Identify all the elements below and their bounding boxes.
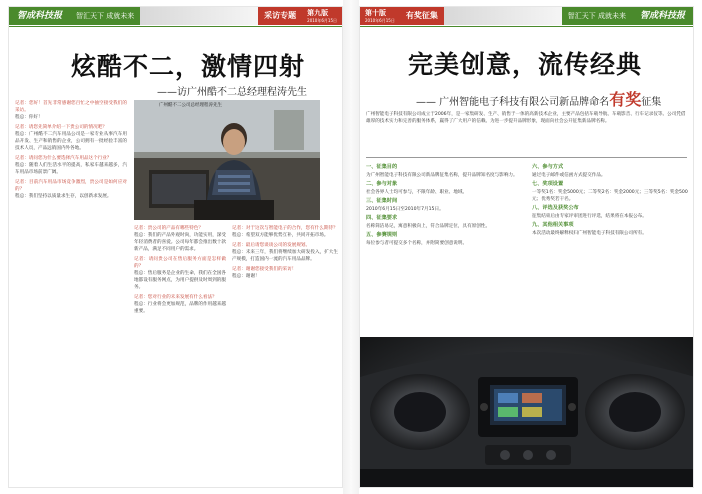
rule-section-body: 为广州智能电子科技有限公司新品牌征集名称，提升品牌知名度与影响力。 [366, 173, 518, 178]
interview-paragraph [232, 266, 338, 280]
right-header-bar [444, 7, 562, 25]
interview-answer: 程总：谢谢！ [232, 274, 260, 279]
right-subhead-post: 征集 [641, 97, 662, 108]
left-header-bar [140, 7, 258, 25]
interview-question: 记者：请问贵公司在售后服务方面是怎样做的？ [134, 257, 226, 269]
right-header [360, 7, 693, 25]
rule-section-body: 本次活动最终解释权归广州智能电子科技有限公司所有。 [532, 231, 647, 236]
rule-section-body: 一等奖1名：奖金5000元；二等奖2名：奖金2000元；三等奖5名：奖金500元；优秀奖若干名。 [532, 190, 688, 202]
interview-question: 记者：您对行业的未来发展有什么看法？ [134, 295, 217, 300]
rule-section-title: 四、征集要求 [366, 215, 398, 221]
left-column-3 [232, 225, 338, 487]
page-gutter [343, 0, 359, 494]
interview-paragraph [15, 124, 127, 152]
rule-section-body: 2010年6月15日至2010年7月15日。 [366, 207, 444, 212]
interview-question: 记者：请您先简单介绍一下贵公司的情况吧？ [15, 125, 107, 130]
interview-paragraph [134, 256, 226, 291]
interview-answer: 程总：广州酷不二汽车用品公司是一家专业从事汽车用品开发、生产和销售的企业，公司拥有一批经验丰富的技术人员，产品远销国内外各地。 [15, 132, 127, 151]
right-header-rule [360, 26, 693, 27]
rule-section-title: 一、征集目的 [366, 164, 398, 170]
rule-section-title: 七、奖项设置 [532, 181, 564, 187]
right-headline: 完美创意，流传经典 [408, 50, 643, 79]
interview-paragraph [15, 155, 127, 176]
right-divider [366, 157, 687, 158]
right-brand: 智成科技报 [632, 7, 693, 25]
left-header [9, 7, 342, 25]
left-column-2 [134, 225, 226, 487]
photo-caption: 广州酷不二公司总经理程涛先生 [159, 103, 222, 108]
rule-section-body: 通过电子邮件或信函方式提交作品。 [532, 173, 606, 178]
interview-question: 记者：最后请您谈谈公司的发展规划。 [232, 243, 311, 248]
rule-section-body: 每位参与者可提交多个名称，并附简要创意说明。 [366, 241, 468, 246]
left-column-1 [15, 100, 127, 487]
left-date: 2010年6月15日 [307, 18, 337, 23]
right-subhead-pre: —— 广州智能电子科技有限公司新品牌命名 [416, 97, 610, 108]
right-edition: 第十版 [365, 9, 386, 17]
interview-paragraph [134, 225, 226, 253]
interview-answer: 程总：希望双方能够优势互补，共同开拓市场。 [232, 233, 329, 238]
left-slogan: 智汇天下 成就未来 [70, 7, 140, 25]
car-interior-illustration [360, 337, 694, 488]
interview-question: 记者：目前汽车用品市场竞争激烈，贵公司是如何应对的？ [15, 180, 127, 192]
interview-answer: 程总：你好！ [15, 115, 43, 120]
interview-answer: 程总：随着人们生活水平的提高，私家车越来越多，汽车用品市场前景广阔。 [15, 163, 127, 175]
interview-answer: 程总：我们坚持以质量求生存，以创新求发展。 [15, 194, 112, 199]
interview-question: 记者：您好！首先非常感谢您百忙之中抽空接受我们的采访。 [15, 101, 127, 113]
rule-section-title: 二、参与对象 [366, 181, 398, 187]
car-interior-image [360, 337, 694, 488]
right-date: 2010年6月15日 [365, 18, 395, 23]
left-section-label: 采访专题 [258, 7, 302, 25]
left-edition: 第九版 [307, 9, 329, 17]
interview-paragraph [232, 242, 338, 263]
interview-question: 记者：对于这次与智能电子的合作，您有什么期待？ [232, 226, 338, 231]
rule-section-title: 三、征集时间 [366, 198, 398, 204]
interview-answer: 程总：行业将会更加规范，品牌的作用越来越重要。 [134, 302, 226, 314]
interview-photo [134, 100, 320, 220]
right-subhead-emph: 有奖 [609, 90, 642, 109]
right-section-label: 有奖征集 [400, 7, 444, 25]
interview-answer: 程总：我们的产品外观时尚，功能实用，深受年轻消费者的喜爱。公司每年都会推出数十款新产品，满足不同用户的需求。 [134, 233, 226, 252]
rule-section-body: 征集结束后由专家评审团进行评选，结果将在本报公布。 [532, 214, 647, 219]
right-sections-left [366, 162, 521, 334]
interview-question: 记者：谢谢您接受我们的采访！ [232, 267, 297, 272]
interview-paragraph [15, 179, 127, 200]
interview-answer: 程总：未来三年，我们将继续加大研发投入，扩大生产规模，打造国内一流的汽车用品品牌。 [232, 250, 338, 262]
rule-section-title: 八、评选及获奖公布 [532, 205, 579, 211]
right-slogan: 智汇天下 成就未来 [562, 7, 632, 25]
interview-paragraph [15, 100, 127, 121]
interview-question: 记者：请问您为什么要选择汽车用品这个行业？ [15, 156, 112, 161]
right-edition-box [360, 7, 400, 25]
left-subhead: ——访广州酷不二总经理程涛先生 [157, 87, 307, 98]
rule-section-body: 名称简洁易记，寓意积极向上，符合品牌定位，具有原创性。 [366, 224, 491, 229]
interview-answer: 程总：售后服务是企业的生命，我们在全国各地都设有服务网点，为用户提供及时周到的服务。 [134, 271, 226, 290]
left-headline: 炫酷不二，激情四射 [71, 52, 306, 81]
left-header-rule [9, 26, 342, 27]
rule-section-title: 九、其他相关事项 [532, 222, 574, 228]
left-edition-box [302, 7, 342, 25]
right-subhead [416, 87, 661, 110]
right-sections-right [532, 162, 689, 334]
left-page [8, 6, 343, 488]
left-brand: 智成科技报 [9, 7, 70, 25]
interview-question: 记者：贵公司的产品有哪些特色？ [134, 226, 203, 231]
interview-paragraph [134, 294, 226, 315]
right-page [359, 6, 694, 488]
rule-section-title: 六、参与方式 [532, 164, 564, 170]
rule-section-body: 社会各界人士均可参与，不限年龄、职业、地域。 [366, 190, 468, 195]
right-intro: 广州智能电子科技有限公司成立于2006年，是一家集研发、生产、销售于一体的高新技术企业，主要产品包括车载导航、车载影音、行车记录仪等。公司凭借雄厚的技术实力和完善的服务体系，赢得了广大用户的信赖。为进一步提升品牌形象，现面向社会公开征集新品牌名称。 [366, 112, 686, 124]
interview-photo-illustration [134, 100, 320, 220]
interview-paragraph [232, 225, 338, 239]
rule-section-title: 五、参赛规则 [366, 232, 398, 238]
